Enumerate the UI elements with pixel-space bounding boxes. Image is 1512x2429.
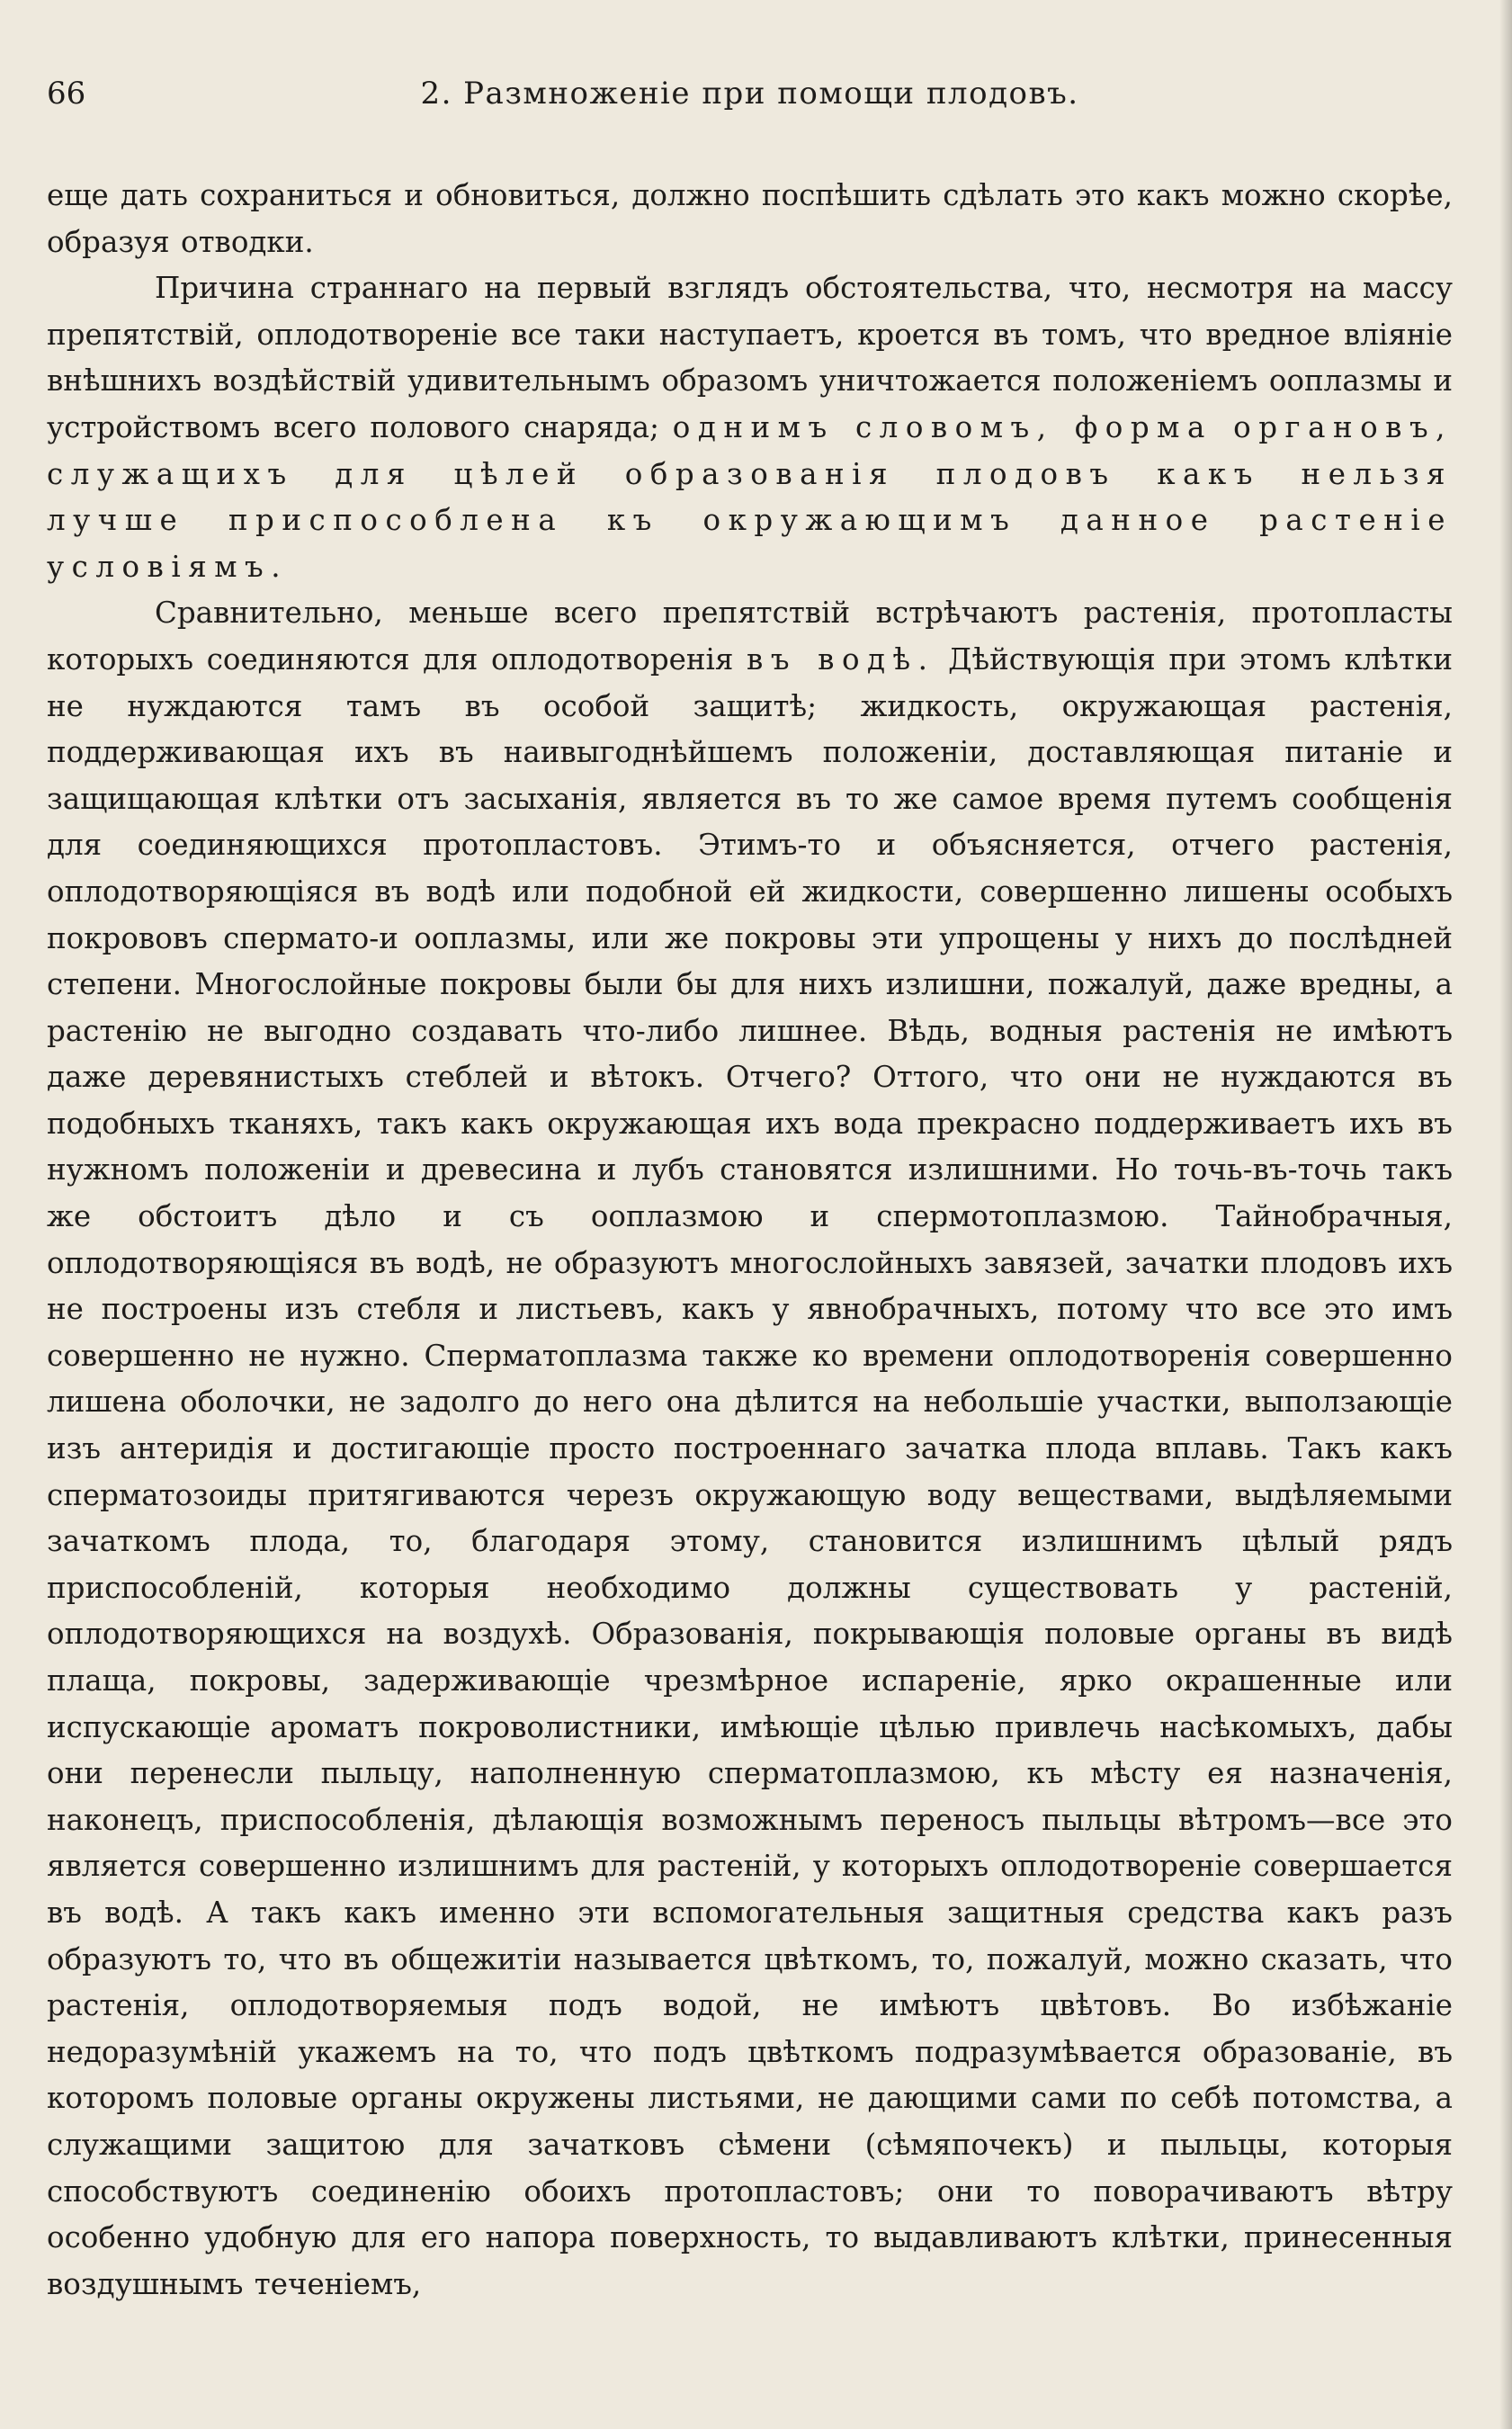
paragraph-text: Дѣйствующія при этомъ клѣтки не нуждаются тамъ въ особой защитѣ; жидкость, окружающая растенія, поддерживающая ихъ въ наивыгоднѣйшемъ положеніи, доставляющая питаніе и защищающая клѣтки отъ засыханія, является въ то же самое время путемъ сообщенія для соединяющихся протопластовъ. Этимъ-то и объясняется, отчего растенія, оплодотворяющіяся въ водѣ или подобной ей жидкости, совершенно лишены особыхъ покрововъ спермато-и ооплазмы, или же покровы эти упрощены у нихъ до послѣдней степени. Многослойные покровы были бы для нихъ излишни, пожалуй, даже вредны, а растенію не выгодно создавать что-либо лишнее. Вѣдь, водныя растенія не имѣютъ даже деревянистыхъ стеблей и вѣтокъ. Отчего? Оттого, что они не нуждаются въ подобныхъ тканяхъ, такъ какъ окружающая ихъ вода прекрасно поддерживаетъ ихъ въ нужномъ положеніи и древесина и лубъ становятся излишними. Но точь-въ-точь такъ же обстоитъ дѣло и съ ооплазмою и спермотоплазмою. Тайнобрачныя, оплодотворяющіяся въ водѣ, не образуютъ многослойныхъ завязей, зачатки плодовъ ихъ не построены изъ стебля и листьевъ, какъ у явнобрачныхъ, потому что все это имъ совершенно не нужно. Сперматоплазма также ко времени оплодотворенія совершенно лишена оболочки, не задолго до него она дѣлится на небольшіе участки, выползающіе изъ антеридія и достигающіе просто построеннаго зачатка плода вплавь. Такъ какъ сперматозоиды притягиваются черезъ окружающую воду веществами, выдѣляемыми зачаткомъ плода, то, благодаря этому, становится излишнимъ цѣлый рядъ приспособленій, которыя необходимо должны существовать у растеній, оплодотворяющихся на воздухѣ. Образованія, покрывающія половые органы въ видѣ плаща, покровы, задерживающіе чрезмѣрное испареніе, ярко окрашенные или испускающіе ароматъ покроволистники, имѣющіе цѣлью привлечь насѣкомыхъ, дабы они перенесли пыльцу, наполненную сперматоплазмою, къ мѣсту ея назначенія, наконецъ, приспособленія, дѣлающія возможнымъ переносъ пыльцы вѣтромъ—все это является совершенно излишнимъ для растеній, у которыхъ оплодотвореніе совершается въ водѣ. А такъ какъ именно эти вспомогательныя защитныя средства какъ разъ образуютъ то, что въ общежитіи называется цвѣткомъ, то, пожалуй, можно сказать, что растенія, оплодотворяемыя подъ водой, не имѣютъ цвѣтовъ. Во избѣжаніе недоразумѣній укажемъ на то, что подъ цвѣткомъ подразумѣвается образованіе, въ которомъ половые органы окружены листьями, не дающими сами по себѣ потомства, а служащими защитою для зачатковъ сѣмени (сѣмяпочекъ) и пыльцы, которыя способствуютъ соединенію обоихъ протопластовъ; они то поворачиваютъ вѣтру особенно удобную для его напора поверхность, то выдавливаютъ клѣтки, принесенныя воздушнымъ теченіемъ, [47,641,1453,2301]
paragraph-form-of-organs [47,265,1453,590]
body-text [47,173,1453,2308]
page-header [47,70,1453,133]
paragraph-water-fertilization [47,590,1453,2308]
page-edge-shadow [1499,0,1512,2429]
spaced-emphasis: въ водѣ. [747,641,935,677]
paragraph-text: Сравнительно, меньше всего препятствій встрѣчаютъ растенія, протопласты которыхъ соединяются для оплодотворенія [47,596,1453,677]
paragraph-text: Причина страннаго на первый взглядъ обстоятельства, что, несмотря на массу препятствій, оплодотвореніе все таки наступаетъ, кроется въ томъ, что вредное вліяніе внѣшнихъ воздѣйствій удивительнымъ образомъ уничтожается положеніемъ ооплазмы и устройствомъ всего полового снаряда; [47,271,1453,444]
running-head: 2. Размноженіе при помощи плодовъ. [420,76,1079,112]
paragraph-continuation: еще дать сохраниться и обновиться, должно поспѣшить сдѣлать это какъ можно скорѣе, образуя отводки. [47,178,1453,259]
page-number: 66 [47,76,86,112]
spaced-emphasis: однимъ словомъ, форма органовъ, служащихъ для цѣлей образованія плодовъ какъ нельзя лучше приспособлена къ окружающимъ данное растеніе условіямъ. [47,409,1453,584]
